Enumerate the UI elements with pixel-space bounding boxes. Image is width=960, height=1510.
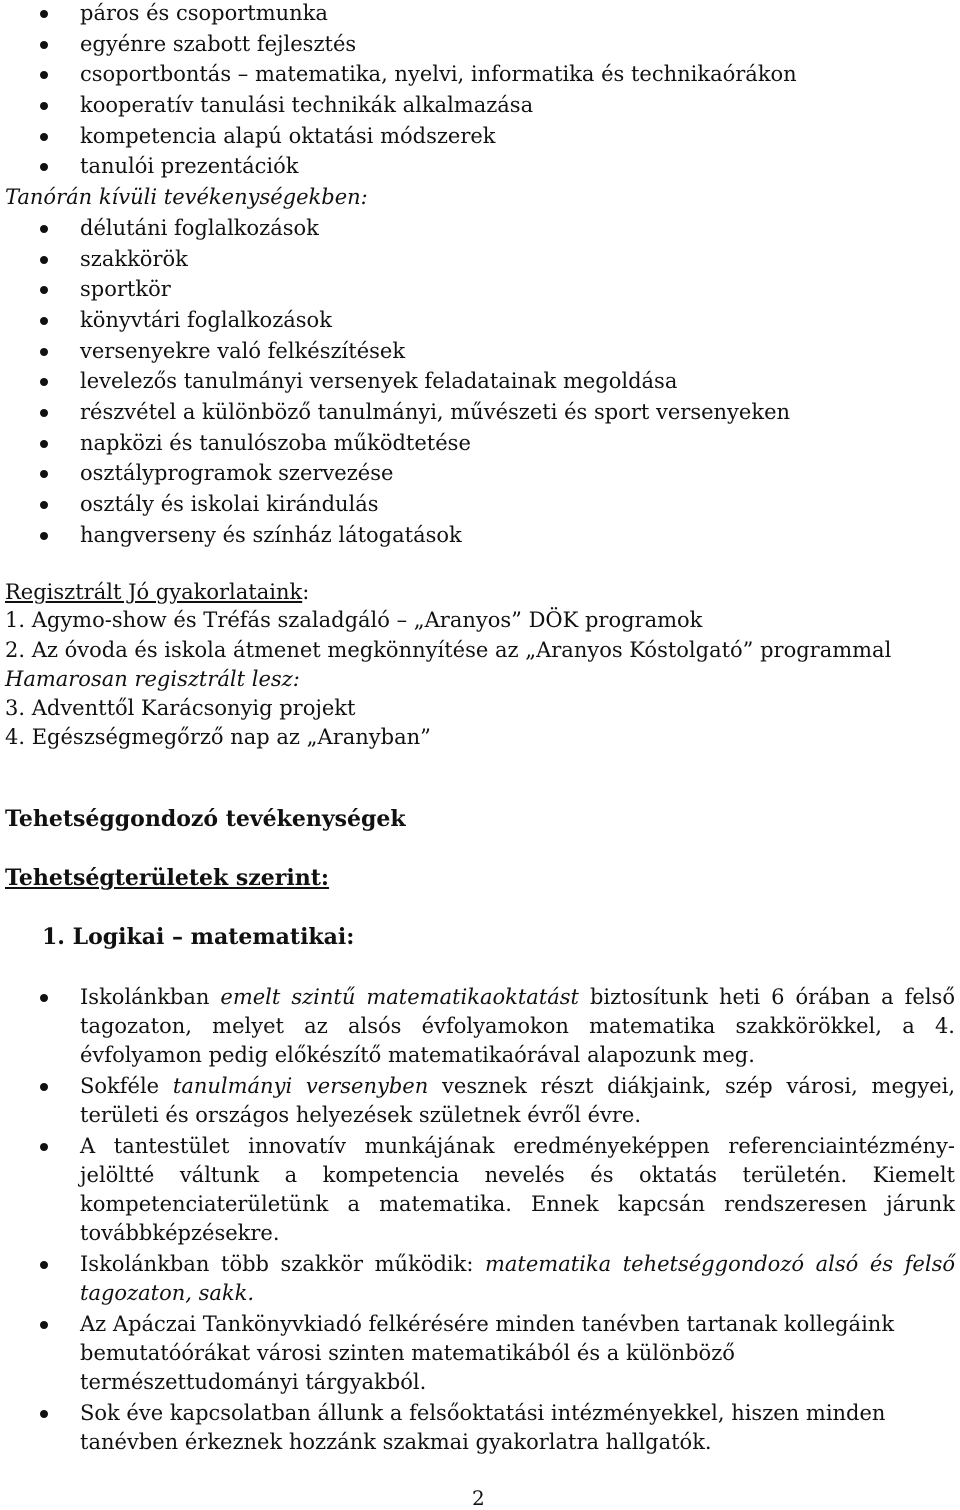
list-item [0, 1250, 960, 1308]
list-item: kooperatív tanulási technikák alkalmazása [0, 90, 960, 121]
good-practice-item-2: 2. Az óvoda és iskola átmenet megkönnyítése az „Aranyos Kóstolgató” programmal [5, 638, 892, 662]
list-item: csoportbontás – matematika, nyelvi, informatika és technikaórákon [0, 59, 960, 90]
extracurricular-heading: Tanórán kívüli tevékenységekben: [5, 185, 368, 210]
list-item [0, 983, 960, 1070]
list-item: részvétel a különböző tanulmányi, művészeti és sport versenyeken [0, 397, 960, 428]
list-item: tanulói prezentációk [0, 151, 960, 182]
paragraph-text: Iskolánkban több szakkör működik: [80, 1252, 485, 1276]
good-practice-item-4: 4. Egészségmegőrző nap az „Aranyban” [5, 725, 431, 749]
list-item: kompetencia alapú oktatási módszerek [0, 121, 960, 152]
teaching-methods-list [0, 0, 960, 182]
list-item: napközi és tanulószoba működtetése [0, 428, 960, 459]
emphasis-text: emelt szintű matematikaoktatást [220, 985, 579, 1009]
list-item: páros és csoportmunka [0, 0, 960, 29]
list-item: szakkörök [0, 244, 960, 275]
logical-math-title: 1. Logikai – matematikai: [42, 924, 355, 950]
good-practice-item-1: 1. Agymo-show és Tréfás szaladgáló – „Aranyos” DÖK programok [5, 608, 703, 632]
good-practices-heading-text: Regisztrált Jó gyakorlataink [5, 580, 303, 604]
list-item: levelezős tanulmányi versenyek feladatainak megoldása [0, 366, 960, 397]
good-practice-item-3: 3. Adventtől Karácsonyig projekt [5, 696, 356, 720]
talent-care-heading: Tehetséggondozó tevékenységek [5, 806, 406, 832]
list-item: Sok éve kapcsolatban állunk a felsőoktatási intézményekkel, hiszen minden tanévben érkeznek hozzánk szakmai gyakorlatra hallgatók. [0, 1399, 960, 1457]
list-item: A tantestület innovatív munkájának eredményeképpen referenciaintézmény-jelöltté váltunk a kompetencia nevelés és oktatás területén. Kiemelt kompetenciaterületünk a matematika. Ennek kapcsán rendszeresen járunk továbbképzésekre. [0, 1132, 960, 1248]
emphasis-text: matematika tehetséggondozó alsó és felső tagozaton, sakk. [80, 1252, 955, 1305]
talent-areas-heading: Tehetségterületek szerint: [5, 865, 330, 891]
list-item: egyénre szabott fejlesztés [0, 29, 960, 60]
list-item: hangverseny és színház látogatások [0, 520, 960, 551]
good-practices-colon: : [302, 580, 310, 604]
list-item: könyvtári foglalkozások [0, 305, 960, 336]
paragraph-text: vesznek részt diákjaink, szép városi, megyei, területi és országos helyezések születnek évről évre. [80, 1074, 955, 1127]
list-item: versenyekre való felkészítések [0, 336, 960, 367]
list-item [0, 1072, 960, 1130]
page-number: 2 [472, 1486, 485, 1510]
list-item: délutáni foglalkozások [0, 213, 960, 244]
extracurricular-list [0, 213, 960, 551]
list-item: osztályprogramok szervezése [0, 458, 960, 489]
list-item: osztály és iskolai kirándulás [0, 489, 960, 520]
paragraph-text: biztosítunk heti 6 órában a felső tagozaton, melyet az alsós évfolyamokon matematika szakkörökkel, a 4. évfolyamon pedig előkészítő matematikaórával alapozunk meg. [80, 985, 955, 1067]
good-practices-heading [5, 578, 309, 606]
list-item: sportkör [0, 274, 960, 305]
paragraph-text: Iskolánkban [80, 985, 221, 1009]
soon-registered-label: Hamarosan regisztrált lesz: [5, 667, 300, 691]
math-talent-list [0, 983, 960, 1459]
paragraph-text: Sokféle [80, 1074, 173, 1098]
emphasis-text: tanulmányi versenyben [172, 1074, 429, 1098]
list-item: Az Apáczai Tankönyvkiadó felkérésére minden tanévben tartanak kollegáink bemutatóórákat városi szinten matematikából és a különböző természettudományi tárgyakból. [0, 1310, 960, 1397]
